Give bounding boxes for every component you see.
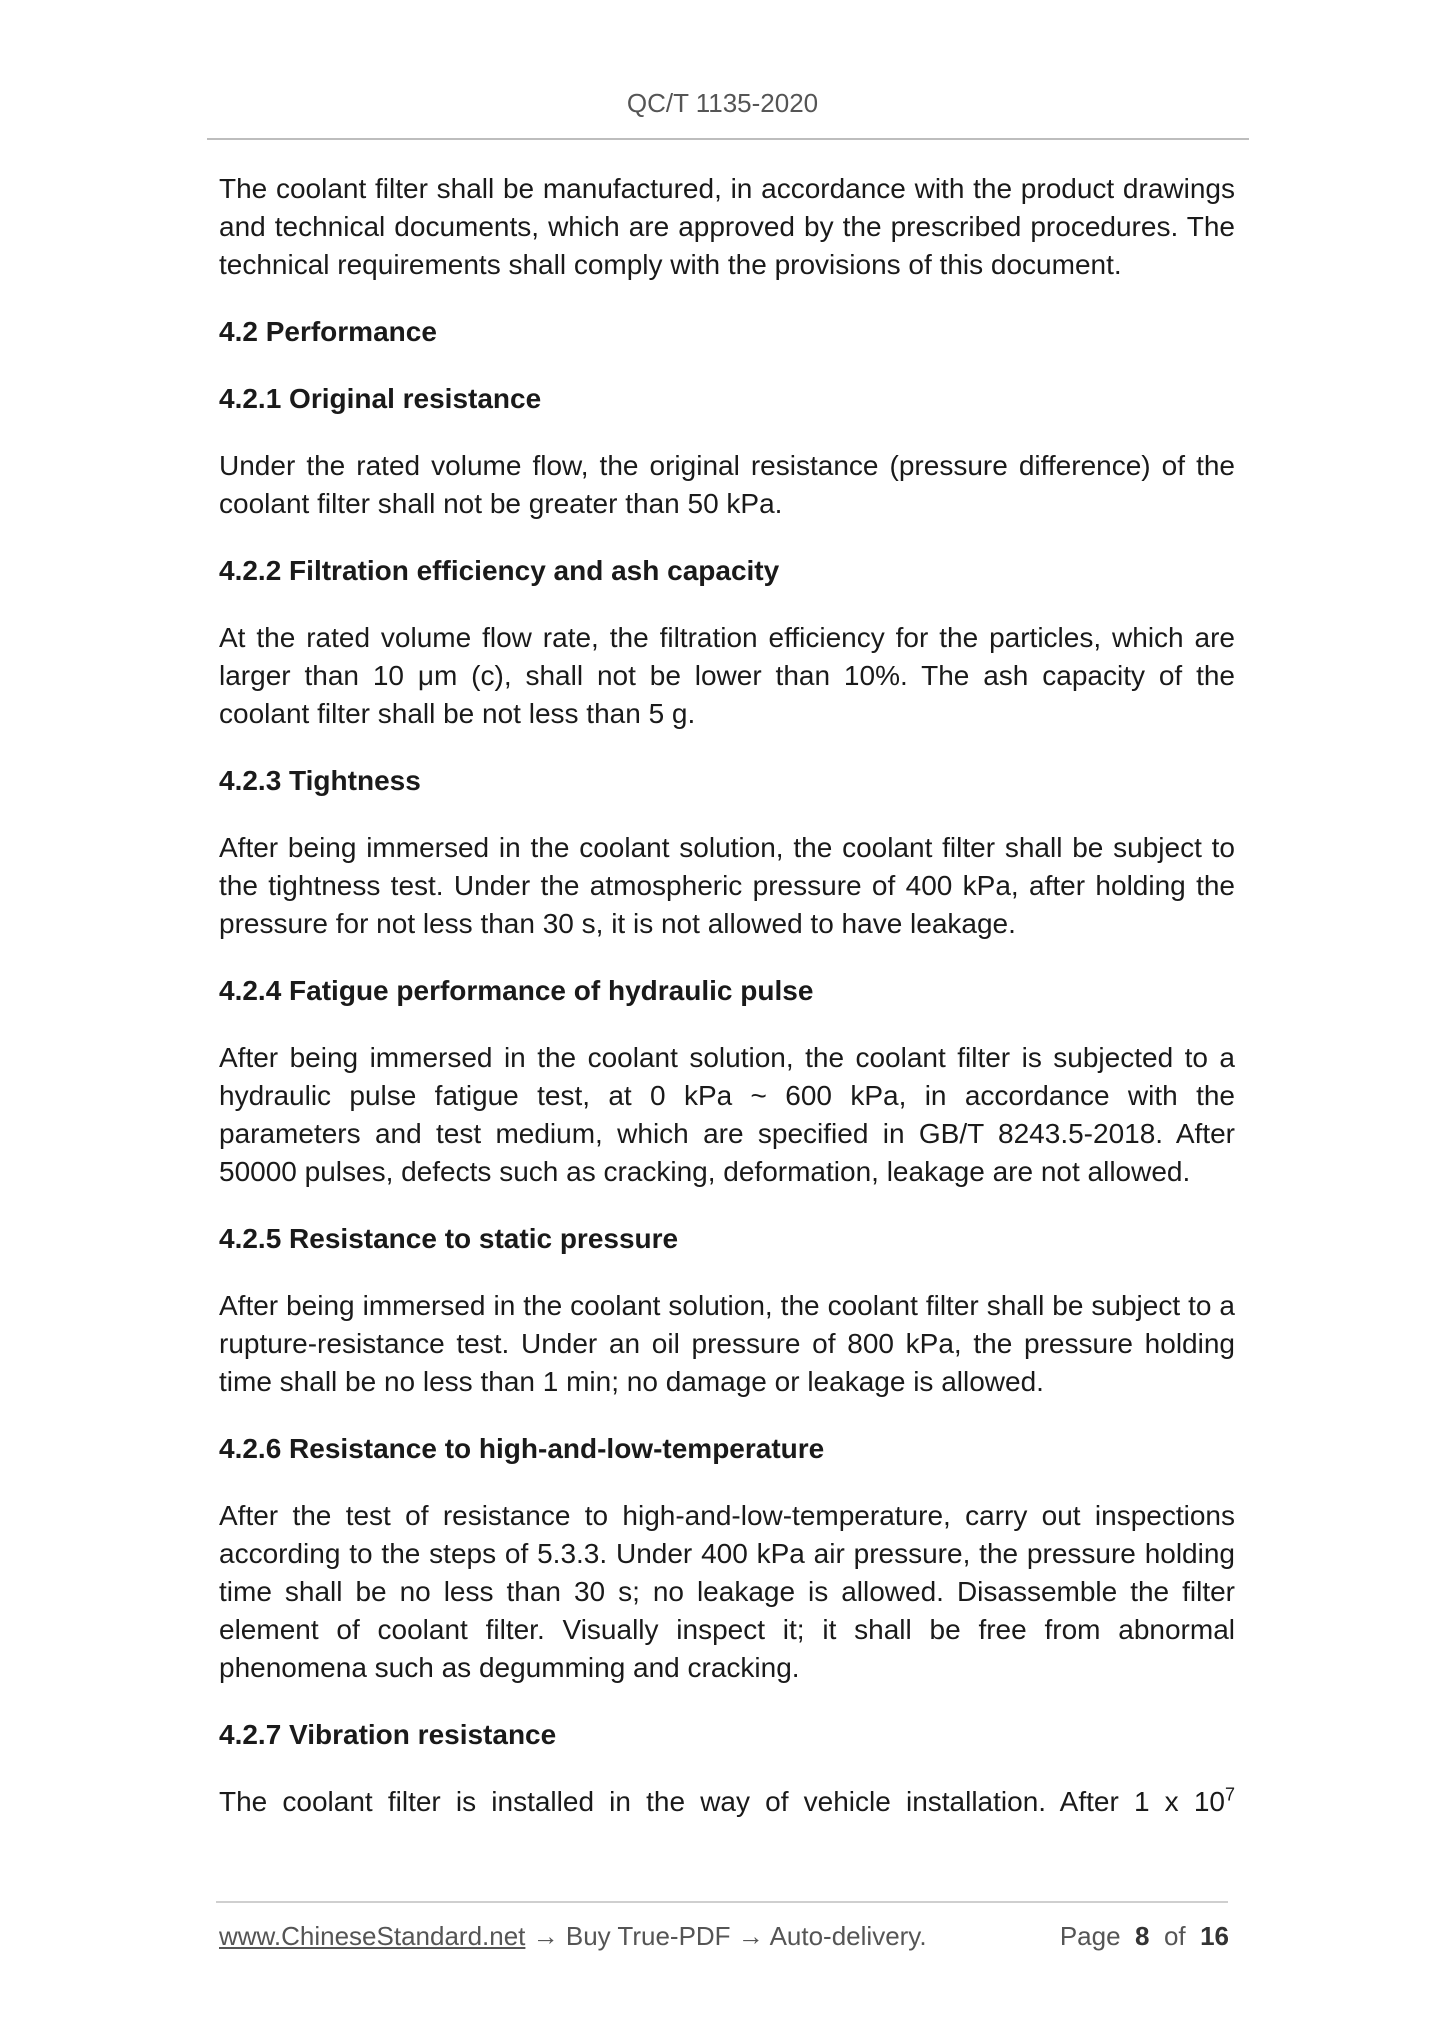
website-link[interactable]: www.ChineseStandard.net	[219, 1921, 526, 1951]
section-text-4-2-3: After being immersed in the coolant solution, the coolant filter shall be subject to the tightness test. Under the atmospheric pressure of 400 kPa, after holding the pressure for not less than 30 s, it is not allowed to have leakage.	[219, 832, 1235, 939]
header-divider	[207, 138, 1249, 140]
section-heading-4-2-6: 4.2.6 Resistance to high-and-low-temperature	[219, 1433, 825, 1464]
section-text-4-2-1: Under the rated volume flow, the original resistance (pressure difference) of the coolant filter shall not be greater than 50 kPa.	[219, 450, 1235, 519]
section-text-4-2-2: At the rated volume flow rate, the filtration efficiency for the particles, which are larger than 10 μm (c), shall not be lower than 10%. The ash capacity of the coolant filter shall be not less than 5 g.	[219, 622, 1235, 729]
section-heading-4-2-3: 4.2.3 Tightness	[219, 765, 421, 796]
section-heading-4-2-4: 4.2.4 Fatigue performance of hydraulic pulse	[219, 975, 814, 1006]
section-text-4-2-4: After being immersed in the coolant solution, the coolant filter is subjected to a hydraulic pulse fatigue test, at 0 kPa ~ 600 kPa, in accordance with the parameters and test medium, which are specified in GB/T 8243.5-2018. After 50000 pulses, defects such as cracking, deformation, leakage are not allowed.	[219, 1042, 1235, 1187]
footer-divider	[216, 1901, 1228, 1903]
section-text-4-2-6: After the test of resistance to high-and-low-temperature, carry out inspections according to the steps of 5.3.3. Under 400 kPa air pressure, the pressure holding time shall be no less than 30 s; no leakage is allowed. Disassemble the filter element of coolant filter. Visually inspect it; it shall be free from abnormal phenomena such as degumming and cracking.	[219, 1500, 1235, 1683]
page-label: Page	[1059, 1921, 1121, 1951]
total-pages: 16	[1200, 1921, 1229, 1951]
section-text-4-2-7-body: The coolant filter is installed in the way of vehicle installation. After 1 x 10	[219, 1786, 1225, 1817]
footer-promo	[219, 1921, 927, 1952]
exponent-superscript: 7	[1224, 1784, 1235, 1805]
page-indicator	[1060, 1921, 1229, 1952]
page-number: 8	[1135, 1921, 1150, 1951]
section-heading-4-2-7: 4.2.7 Vibration resistance	[219, 1719, 557, 1750]
section-text-4-2-7	[219, 1783, 1235, 1821]
footer-promo-text: → Buy True-PDF → Auto-delivery.	[525, 1921, 927, 1951]
section-text-4-2-5: After being immersed in the coolant solution, the coolant filter shall be subject to a rupture-resistance test. Under an oil pressure of 800 kPa, the pressure holding time shall be no less than 1 min; no damage or leakage is allowed.	[219, 1290, 1235, 1397]
running-header: QC/T 1135-2020	[626, 88, 819, 118]
section-heading-4-2-1: 4.2.1 Original resistance	[219, 383, 542, 414]
section-heading-4-2-2: 4.2.2 Filtration efficiency and ash capacity	[219, 555, 780, 586]
intro-paragraph: The coolant filter shall be manufactured, in accordance with the product drawings and technical documents, which are approved by the prescribed procedures. The technical requirements shall comply with the provisions of this document.	[219, 173, 1235, 280]
section-heading-4-2: 4.2 Performance	[219, 316, 437, 347]
document-body	[219, 170, 1235, 1850]
section-heading-4-2-5: 4.2.5 Resistance to static pressure	[219, 1223, 679, 1254]
of-label: of	[1163, 1921, 1186, 1951]
